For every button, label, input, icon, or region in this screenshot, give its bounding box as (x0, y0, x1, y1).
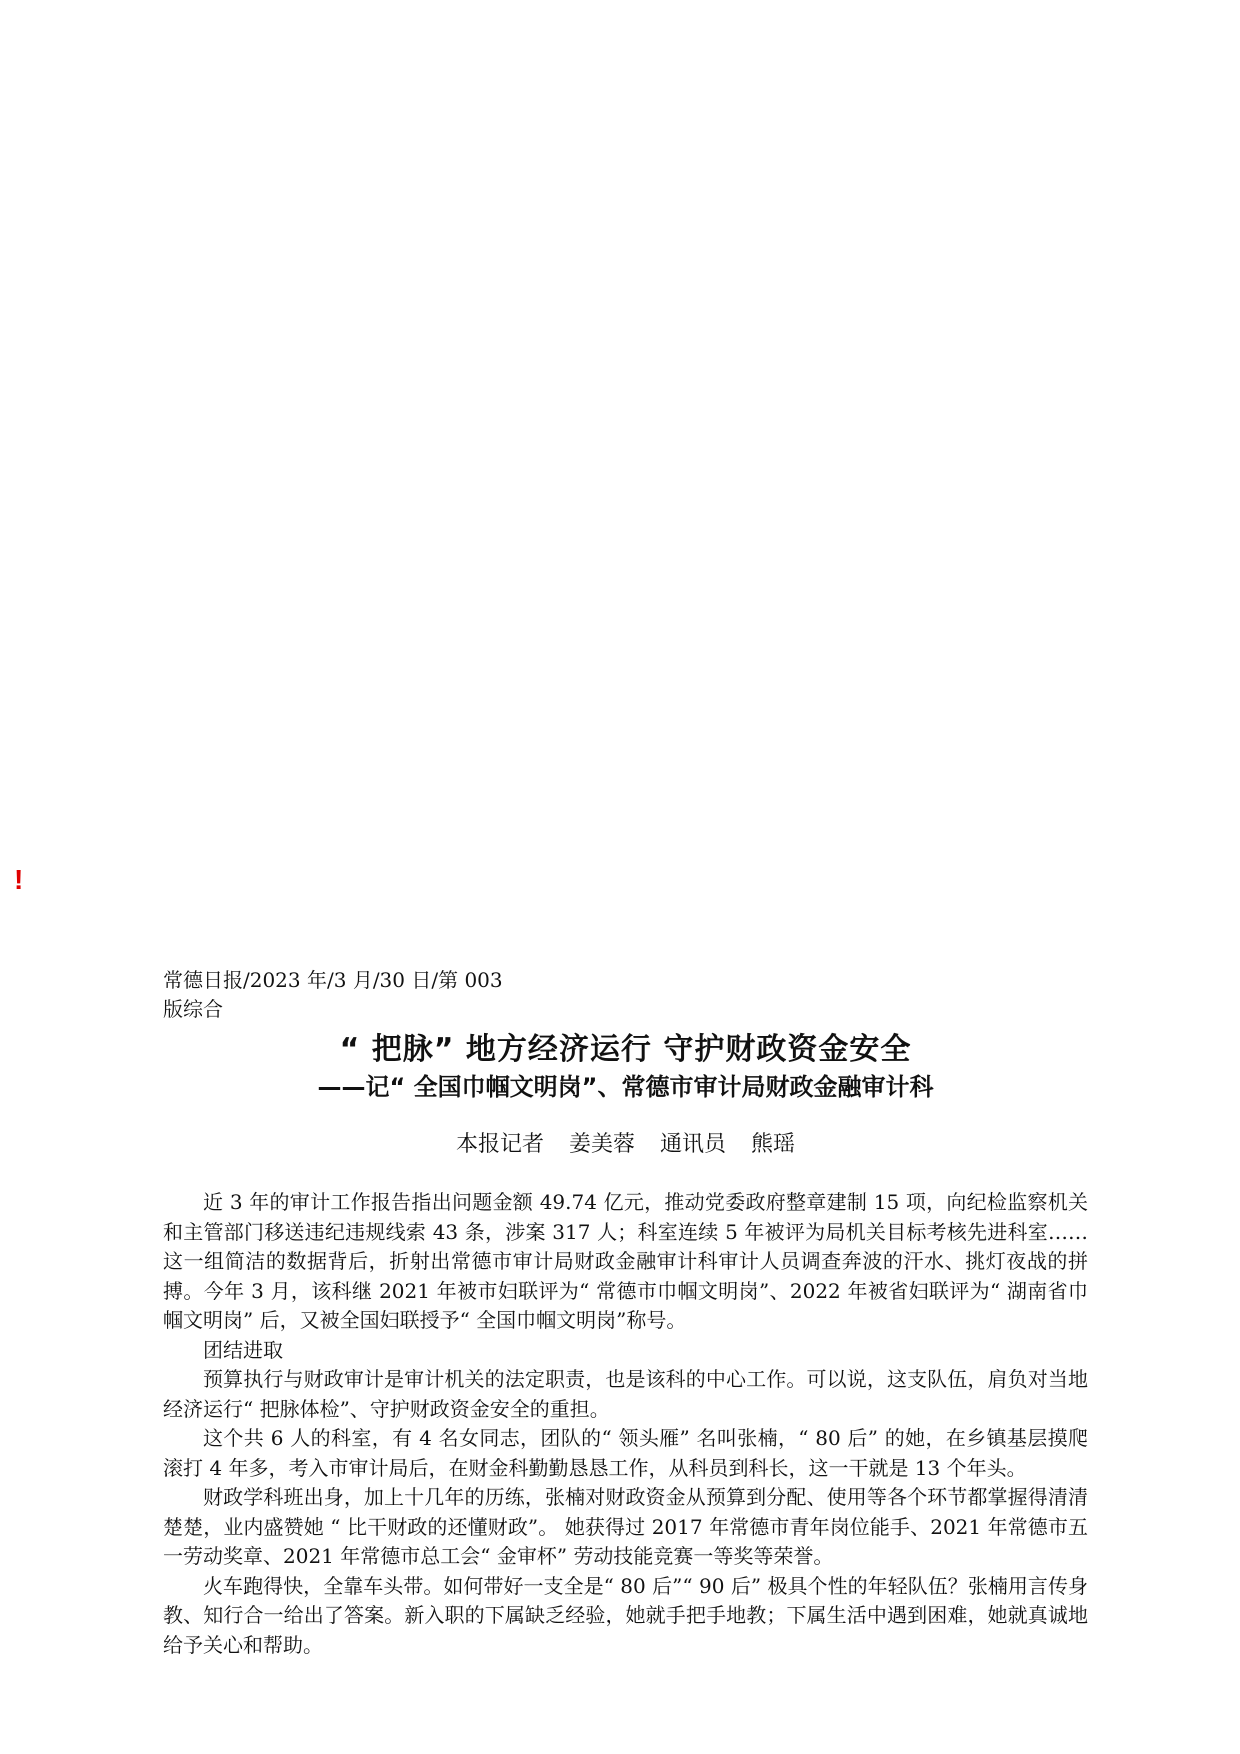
paragraph: 火车跑得快，全靠车头带。如何带好一支全是“ 80 后”“ 90 后” 极具个性的年轻队伍？张楠用言传身教、知行合一给出了答案。新入职的下属缺乏经验，她就手把手地教；下属生活中遇到困难，她就真诚地给予关心和帮助。 (163, 1573, 1088, 1657)
alert-marker: ! (14, 864, 24, 895)
article-body (163, 1188, 1088, 1660)
dateline: 常德日报/2023 年/3 月/30 日/第 003 版综合 (163, 968, 503, 1021)
paragraph: 预算执行与财政审计是审计机关的法定职责，也是该科的中心工作。可以说，这支队伍，肩负对当地经济运行“ 把脉体检”、守护财政资金安全的重担。 (163, 1367, 1088, 1421)
paragraph: 财政学科班出身，加上十几年的历练，张楠对财政资金从预算到分配、使用等各个环节都掌握得清清楚楚，业内盛赞她 “ 比干财政的还懂财政”。 她获得过 2017 年常德市青年岗位能手、2021 年常德市五一劳动奖章、2021 年常德市总工会“ 金审杯” 劳动技能竞赛一等奖等荣誉。 (163, 1485, 1088, 1568)
article-title: “ 把脉” 地方经济运行 守护财政资金安全 (339, 1032, 912, 1067)
section-heading: 团结进取 (203, 1337, 283, 1362)
byline: 本报记者 姜美蓉 通讯员 熊瑶 (456, 1132, 795, 1157)
paragraph: 这个共 6 人的科室，有 4 名女同志，团队的“ 领头雁” 名叫张楠，“ 80 后” 的她，在乡镇基层摸爬滚打 4 年多，考入市审计局后，在财金科勤勤恳恳工作，从科员到科长，这一干就是 13 个年头。 (163, 1426, 1088, 1480)
paragraph: 近 3 年的审计工作报告指出问题金额 49.74 亿元，推动党委政府整章建制 15 项，向纪检监察机关和主管部门移送违纪违规线索 43 条，涉案 317 人；科室连续 5 年被评为局机关目标考核先进科室……这一组简洁的数据背后，折射出常德市审计局财政金融审计科审计人员调查奔波的汗水、挑灯夜战的拼搏。今年 3 月，该科继 2021 年被市妇联评为“ 常德市巾帼文明岗”、2022 年被省妇联评为“ 湖南省巾帼文明岗” 后，又被全国妇联授予“ 全国巾帼文明岗”称号。 (163, 1190, 1088, 1332)
article-subtitle: ——记“ 全国巾帼文明岗”、常德市审计局财政金融审计科 (317, 1073, 934, 1101)
newspaper-article (163, 966, 1088, 1660)
